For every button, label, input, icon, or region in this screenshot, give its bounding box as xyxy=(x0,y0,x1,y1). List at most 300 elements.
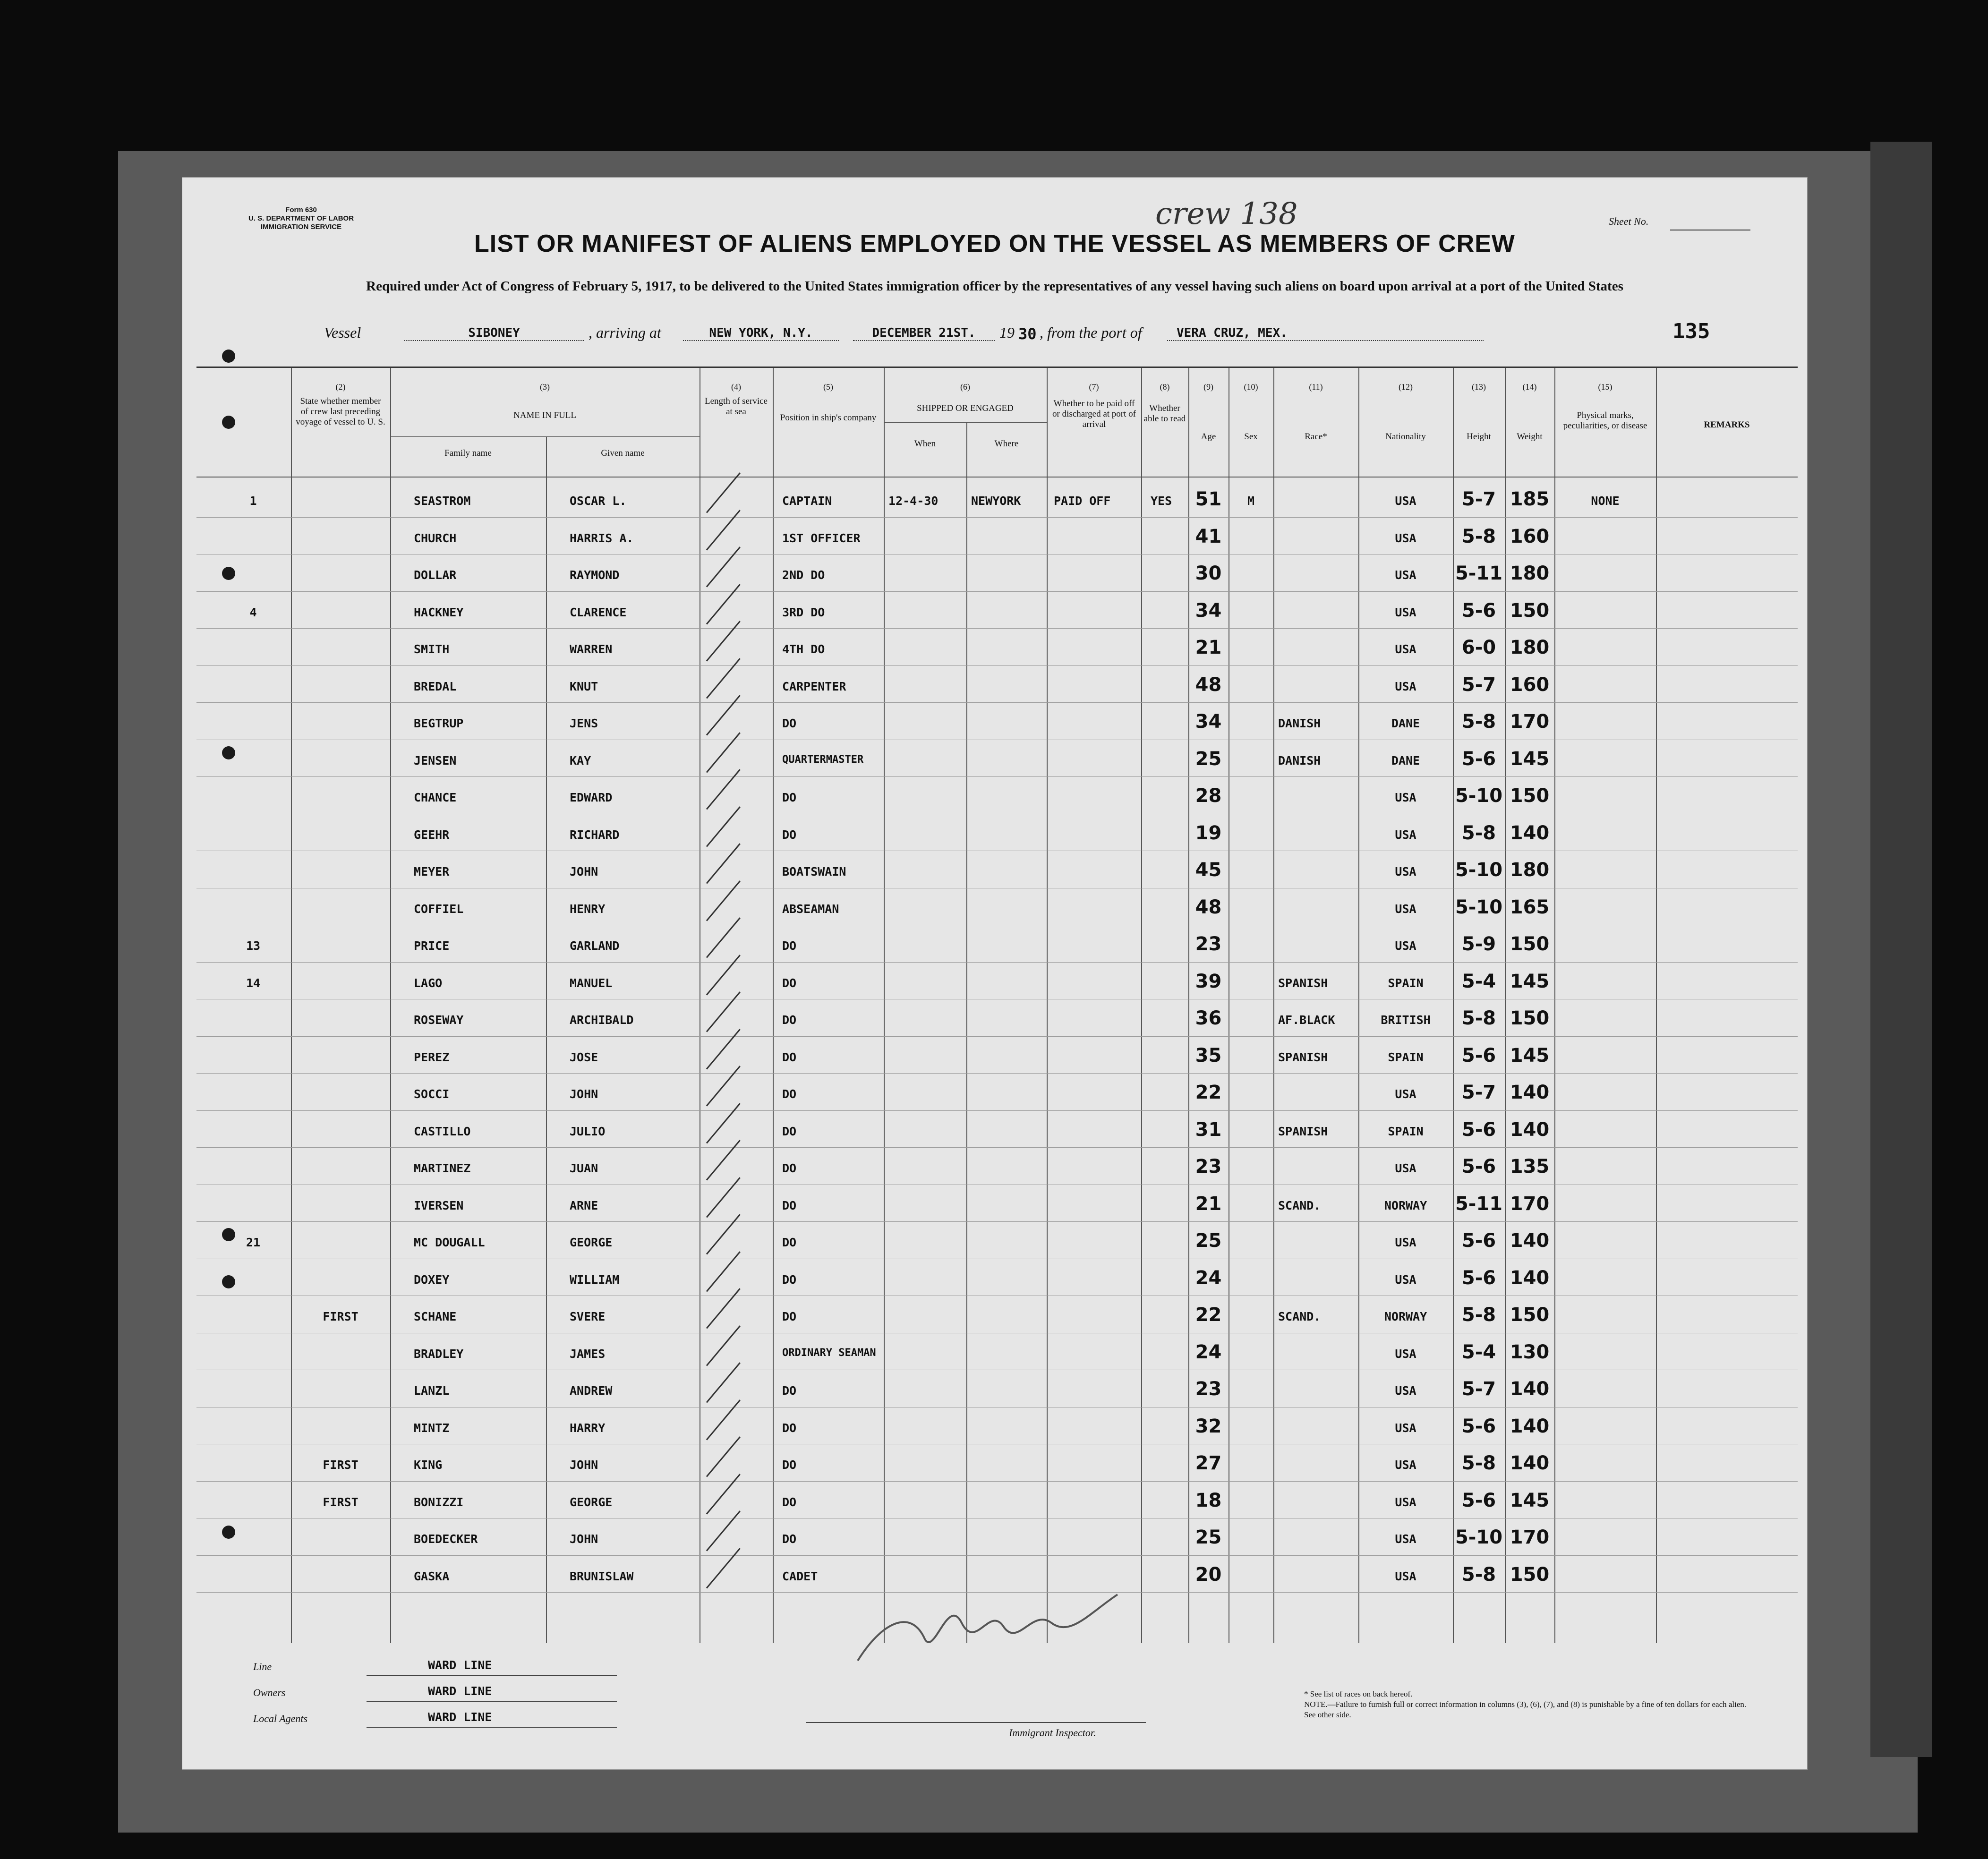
age: 45 xyxy=(1195,859,1222,881)
race: SPANISH xyxy=(1278,976,1328,990)
position: 2ND DO xyxy=(782,568,825,582)
sheet-number-label: Sheet No. xyxy=(1609,215,1649,227)
given-name: HARRIS A. xyxy=(570,531,634,545)
row-rule xyxy=(196,702,1798,703)
col13-number: (13) xyxy=(1472,382,1486,392)
given-name: GEORGE xyxy=(570,1236,613,1249)
age: 51 xyxy=(1195,488,1222,510)
weight: 150 xyxy=(1510,1563,1550,1586)
age: 28 xyxy=(1195,785,1222,807)
physical-marks: NONE xyxy=(1591,494,1620,508)
service-check-mark xyxy=(706,621,741,661)
race: SCAND. xyxy=(1278,1198,1321,1212)
nationality: USA xyxy=(1395,642,1416,656)
given-name: JUAN xyxy=(570,1161,598,1175)
height: 5-6 xyxy=(1461,599,1496,622)
inspector-signature xyxy=(853,1566,1136,1680)
given-name: RICHARD xyxy=(570,827,620,842)
service-check-mark xyxy=(706,769,741,810)
arriving-label: , arriving at xyxy=(589,324,661,341)
family-name: SOCCI xyxy=(414,1087,450,1101)
weight: 140 xyxy=(1510,1230,1550,1252)
race: DANISH xyxy=(1278,753,1321,767)
position: DO xyxy=(782,1087,797,1101)
family-name: GEEHR xyxy=(414,827,450,842)
col8-header: Whether able to read xyxy=(1143,403,1186,424)
previous-voyage: FIRST xyxy=(323,1310,358,1323)
position: 1ST OFFICER xyxy=(782,531,861,545)
given-name: MANUEL xyxy=(570,976,613,990)
owners-blank xyxy=(367,1701,617,1702)
race: SCAND. xyxy=(1278,1310,1321,1323)
age: 19 xyxy=(1195,822,1222,844)
service-check-mark xyxy=(706,546,741,587)
col5-number: (5) xyxy=(823,382,833,392)
page-number: 135 xyxy=(1672,319,1710,343)
col-divider xyxy=(390,368,391,1643)
given-name: SVERE xyxy=(570,1310,606,1323)
family-name: LAGO xyxy=(414,976,443,990)
position: DO xyxy=(782,1310,797,1323)
family-name-header: Family name xyxy=(444,448,492,458)
sex: M xyxy=(1247,494,1255,508)
height: 5-6 xyxy=(1461,1267,1496,1289)
given-name: RAYMOND xyxy=(570,568,620,582)
col4-number: (4) xyxy=(731,382,741,392)
given-name-header: Given name xyxy=(601,448,645,458)
height: 5-11 xyxy=(1455,563,1503,584)
family-name: MEYER xyxy=(414,865,450,878)
col13-header: Height xyxy=(1467,432,1491,442)
shipped-where-header: Where xyxy=(994,439,1019,449)
weight: 170 xyxy=(1510,1193,1550,1215)
age: 23 xyxy=(1195,933,1222,955)
vessel-name: SIBONEY xyxy=(404,326,584,341)
col-divider xyxy=(1656,368,1657,1643)
crew-table xyxy=(196,367,1798,1643)
given-name: JOHN xyxy=(570,865,598,878)
row-rule xyxy=(196,665,1798,666)
age: 30 xyxy=(1195,563,1222,584)
age: 48 xyxy=(1195,674,1222,696)
height: 5-6 xyxy=(1461,1489,1496,1511)
owners-label: Owners xyxy=(253,1687,286,1698)
nationality: USA xyxy=(1395,494,1416,508)
age: 34 xyxy=(1195,599,1222,622)
position: DO xyxy=(782,1532,797,1546)
row-rule xyxy=(196,1073,1798,1074)
height: 5-8 xyxy=(1461,711,1496,733)
age: 21 xyxy=(1195,637,1222,658)
nationality: DANE xyxy=(1391,716,1420,730)
service-check-mark xyxy=(706,1103,741,1143)
year-prefix: 19 xyxy=(999,324,1015,341)
row-number: 14 xyxy=(246,976,261,990)
paid-off: PAID OFF xyxy=(1054,494,1111,508)
weight: 150 xyxy=(1510,1304,1550,1326)
nationality: USA xyxy=(1395,1495,1416,1509)
nationality: NORWAY xyxy=(1384,1310,1427,1323)
height: 5-6 xyxy=(1461,1156,1496,1177)
height: 5-6 xyxy=(1461,1230,1496,1252)
owners-value: WARD LINE xyxy=(428,1684,492,1698)
given-name: JENS xyxy=(570,716,598,730)
position: DO xyxy=(782,716,797,730)
position: ABSEAMAN xyxy=(782,902,839,916)
weight: 130 xyxy=(1510,1341,1550,1363)
height: 5-8 xyxy=(1461,1304,1496,1326)
line-blank xyxy=(367,1675,617,1676)
col14-number: (14) xyxy=(1522,382,1537,392)
age: 48 xyxy=(1195,896,1222,918)
nationality: SPAIN xyxy=(1388,1124,1424,1138)
family-name: BREDAL xyxy=(414,679,457,693)
col5-header: Position in ship's company xyxy=(780,413,877,423)
age: 27 xyxy=(1195,1452,1222,1474)
nationality: USA xyxy=(1395,679,1416,693)
weight: 150 xyxy=(1510,599,1550,622)
service-check-mark xyxy=(706,1140,741,1180)
agents-label: Local Agents xyxy=(253,1713,308,1724)
manifest-sheet xyxy=(182,177,1808,1770)
age: 21 xyxy=(1195,1193,1222,1215)
department-name: U. S. DEPARTMENT OF LABOR xyxy=(248,214,354,222)
given-name: WILLIAM xyxy=(570,1272,620,1287)
col10-header: Sex xyxy=(1244,432,1258,442)
binder-hole xyxy=(222,350,235,363)
service-check-mark xyxy=(706,1214,741,1254)
weight: 160 xyxy=(1510,674,1550,696)
family-name: PEREZ xyxy=(414,1050,450,1064)
arrival-year: 30 xyxy=(1018,325,1037,343)
weight: 145 xyxy=(1510,1044,1550,1066)
nationality: SPAIN xyxy=(1388,1050,1424,1064)
col9-header: Age xyxy=(1201,432,1216,442)
position: DO xyxy=(782,1161,797,1175)
col7-number: (7) xyxy=(1089,382,1099,392)
age: 22 xyxy=(1195,1304,1222,1326)
col-divider xyxy=(1554,368,1555,1643)
family-name: BEGTRUP xyxy=(414,716,464,730)
nationality: USA xyxy=(1395,939,1416,953)
service-check-mark xyxy=(706,1510,741,1551)
col-divider xyxy=(1505,368,1506,1643)
position: DO xyxy=(782,1272,797,1287)
height: 5-4 xyxy=(1461,1341,1496,1363)
height: 5-4 xyxy=(1461,970,1496,992)
height: 5-8 xyxy=(1461,525,1496,547)
col-divider xyxy=(1047,368,1048,1643)
family-name: SCHANE xyxy=(414,1310,457,1323)
nationality: USA xyxy=(1395,605,1416,619)
height: 5-7 xyxy=(1461,1378,1496,1400)
position: BOATSWAIN xyxy=(782,865,846,878)
family-name: LANZL xyxy=(414,1384,450,1398)
weight: 135 xyxy=(1510,1156,1550,1177)
col-divider xyxy=(1188,368,1189,1643)
position: DO xyxy=(782,1050,797,1064)
nationality: USA xyxy=(1395,865,1416,878)
service-check-mark xyxy=(706,732,741,773)
age: 22 xyxy=(1195,1082,1222,1103)
weight: 140 xyxy=(1510,1082,1550,1103)
scanner-backing-edge xyxy=(1870,142,1932,1757)
height: 5-11 xyxy=(1455,1193,1503,1215)
age: 24 xyxy=(1195,1341,1222,1363)
family-name: JENSEN xyxy=(414,753,457,767)
row-rule xyxy=(196,1221,1798,1222)
position: DO xyxy=(782,1124,797,1138)
name-col-divider xyxy=(546,436,547,1643)
weight: 140 xyxy=(1510,1452,1550,1474)
service-check-mark xyxy=(706,1362,741,1403)
age: 25 xyxy=(1195,1526,1222,1548)
handwritten-crew-note: crew 138 xyxy=(1155,196,1298,231)
col4-header: Length of service at sea xyxy=(705,396,768,417)
nationality: USA xyxy=(1395,791,1416,804)
form-identification xyxy=(248,206,354,231)
service-check-mark xyxy=(706,1288,741,1329)
service-check-mark xyxy=(706,880,741,921)
row-number: 4 xyxy=(249,605,257,619)
given-name: JOHN xyxy=(570,1458,598,1472)
age: 34 xyxy=(1195,711,1222,733)
service-check-mark xyxy=(706,1325,741,1366)
service-check-mark xyxy=(706,1066,741,1106)
position: ORDINARY SEAMAN xyxy=(782,1347,876,1359)
age: 32 xyxy=(1195,1415,1222,1437)
weight: 140 xyxy=(1510,1267,1550,1289)
family-name: PRICE xyxy=(414,939,450,953)
nationality: USA xyxy=(1395,1087,1416,1101)
age: 20 xyxy=(1195,1563,1222,1586)
binder-hole xyxy=(222,1275,235,1288)
service-check-mark xyxy=(706,843,741,884)
shipped-when: 12-4-30 xyxy=(888,494,939,508)
position: CADET xyxy=(782,1569,818,1583)
able-to-read: YES xyxy=(1151,494,1172,508)
height: 5-6 xyxy=(1461,1415,1496,1437)
col12-number: (12) xyxy=(1399,382,1413,392)
service-check-mark xyxy=(706,472,741,513)
service-name: IMMIGRATION SERVICE xyxy=(260,223,342,231)
height: 6-0 xyxy=(1461,637,1496,658)
position: DO xyxy=(782,1198,797,1212)
family-name: CHANCE xyxy=(414,791,457,804)
nationality: SPAIN xyxy=(1388,976,1424,990)
weight: 180 xyxy=(1510,859,1550,881)
weight: 145 xyxy=(1510,748,1550,770)
age: 39 xyxy=(1195,970,1222,992)
weight: 140 xyxy=(1510,822,1550,844)
given-name: OSCAR L. xyxy=(570,494,627,508)
col7-header: Whether to be paid off or discharged at port of arrival xyxy=(1052,399,1136,429)
given-name: KNUT xyxy=(570,679,598,693)
service-check-mark xyxy=(706,658,741,699)
height: 5-10 xyxy=(1455,1526,1503,1548)
row-number: 21 xyxy=(246,1236,261,1249)
shipped-col-divider xyxy=(966,422,967,1643)
nationality: USA xyxy=(1395,531,1416,545)
nationality: USA xyxy=(1395,1421,1416,1435)
row-rule xyxy=(196,962,1798,963)
line-label: Line xyxy=(253,1661,272,1672)
col15-number: (15) xyxy=(1598,382,1613,392)
position: DO xyxy=(782,939,797,953)
row-rule xyxy=(196,1110,1798,1111)
family-name: MARTINEZ xyxy=(414,1161,471,1175)
col11-number: (11) xyxy=(1309,382,1323,392)
height: 5-8 xyxy=(1461,822,1496,844)
previous-voyage: FIRST xyxy=(323,1495,358,1509)
col6-number: (6) xyxy=(960,382,970,392)
row-rule xyxy=(196,628,1798,629)
col3-header: NAME IN FULL xyxy=(513,410,576,420)
vessel-label: Vessel xyxy=(324,324,361,341)
row-rule xyxy=(196,1555,1798,1556)
position: 3RD DO xyxy=(782,605,825,619)
name-subheader-line xyxy=(390,436,700,437)
col-divider xyxy=(291,368,292,1643)
binder-hole xyxy=(222,746,235,759)
weight: 145 xyxy=(1510,970,1550,992)
race: SPANISH xyxy=(1278,1050,1328,1064)
service-check-mark xyxy=(706,1177,741,1218)
age: 41 xyxy=(1195,525,1222,547)
height: 5-8 xyxy=(1461,1007,1496,1029)
col-divider xyxy=(1141,368,1142,1643)
family-name: DOXEY xyxy=(414,1272,450,1287)
age: 31 xyxy=(1195,1118,1222,1141)
family-name: MINTZ xyxy=(414,1421,450,1435)
height: 5-8 xyxy=(1461,1452,1496,1474)
nationality: USA xyxy=(1395,1161,1416,1175)
height: 5-9 xyxy=(1461,933,1496,955)
col11-header: Race* xyxy=(1305,432,1327,442)
given-name: CLARENCE xyxy=(570,605,627,619)
row-rule xyxy=(196,776,1798,777)
age: 25 xyxy=(1195,748,1222,770)
row-rule xyxy=(196,1147,1798,1148)
given-name: JULIO xyxy=(570,1124,606,1138)
family-name: MC DOUGALL xyxy=(414,1236,485,1249)
position: DO xyxy=(782,976,797,990)
given-name: JAMES xyxy=(570,1347,606,1361)
position: QUARTERMASTER xyxy=(782,753,864,766)
age: 23 xyxy=(1195,1378,1222,1400)
position: DO xyxy=(782,1236,797,1249)
height: 5-7 xyxy=(1461,674,1496,696)
row-rule xyxy=(196,517,1798,518)
col8-number: (8) xyxy=(1160,382,1170,392)
col-divider xyxy=(884,368,885,1643)
position: DO xyxy=(782,1421,797,1435)
col6-header: SHIPPED OR ENGAGED xyxy=(917,403,1014,413)
agents-blank xyxy=(367,1727,617,1728)
header-divider xyxy=(196,477,1798,478)
binder-hole xyxy=(222,1526,235,1539)
position: DO xyxy=(782,1458,797,1472)
given-name: BRUNISLAW xyxy=(570,1569,634,1583)
given-name: GARLAND xyxy=(570,939,620,953)
height: 5-10 xyxy=(1455,896,1503,918)
col9-number: (9) xyxy=(1203,382,1213,392)
service-check-mark xyxy=(706,1436,741,1477)
nationality: USA xyxy=(1395,1532,1416,1546)
height: 5-7 xyxy=(1461,488,1496,510)
document-subtitle: Required under Act of Congress of February 5, 1917, to be delivered to the United States immigration officer by the representatives of any vessel having such aliens on board upon arrival at a port of the United States xyxy=(366,279,1623,294)
given-name: EDWARD xyxy=(570,791,613,804)
weight: 150 xyxy=(1510,785,1550,807)
age: 23 xyxy=(1195,1156,1222,1177)
service-check-mark xyxy=(706,510,741,550)
row-rule xyxy=(196,591,1798,592)
family-name: SEASTROM xyxy=(414,494,471,508)
service-check-mark xyxy=(706,695,741,735)
family-name: KING xyxy=(414,1458,443,1472)
service-check-mark xyxy=(706,1474,741,1514)
family-name: BOEDECKER xyxy=(414,1532,478,1546)
col14-header: Weight xyxy=(1517,432,1543,442)
weight: 145 xyxy=(1510,1489,1550,1511)
col2-header: State whether member of crew last preceding voyage of vessel to U. S. xyxy=(296,396,385,427)
arrival-date: DECEMBER 21ST. xyxy=(853,326,995,341)
race-note: * See list of races on back hereof. xyxy=(1304,1689,1413,1698)
height: 5-10 xyxy=(1455,785,1503,807)
height: 5-10 xyxy=(1455,859,1503,881)
weight: 160 xyxy=(1510,525,1550,547)
shipped-subheader-line xyxy=(884,422,1047,423)
age: 18 xyxy=(1195,1489,1222,1511)
service-check-mark xyxy=(706,1029,741,1069)
nationality: DANE xyxy=(1391,753,1420,767)
shipped-when-header: When xyxy=(914,439,936,449)
weight: 165 xyxy=(1510,896,1550,918)
height: 5-6 xyxy=(1461,1118,1496,1141)
nationality: USA xyxy=(1395,1569,1416,1583)
row-rule xyxy=(196,1036,1798,1037)
col-divider xyxy=(1358,368,1359,1643)
service-check-mark xyxy=(706,1251,741,1292)
family-name: ROSEWAY xyxy=(414,1013,464,1027)
family-name: BRADLEY xyxy=(414,1347,464,1361)
col12-header: Nationality xyxy=(1385,432,1426,442)
col10-number: (10) xyxy=(1244,382,1258,392)
weight: 140 xyxy=(1510,1118,1550,1141)
given-name: KAY xyxy=(570,753,591,767)
position: DO xyxy=(782,827,797,842)
arrival-port: NEW YORK, N.Y. xyxy=(683,326,839,341)
nationality: NORWAY xyxy=(1384,1198,1427,1212)
service-check-mark xyxy=(706,917,741,958)
position: 4TH DO xyxy=(782,642,825,656)
nationality: USA xyxy=(1395,1384,1416,1398)
nationality: USA xyxy=(1395,1347,1416,1361)
remarks-header: REMARKS xyxy=(1704,420,1750,430)
nationality: USA xyxy=(1395,1272,1416,1287)
position: DO xyxy=(782,1384,797,1398)
given-name: JOHN xyxy=(570,1532,598,1546)
family-name: CASTILLO xyxy=(414,1124,471,1138)
age: 35 xyxy=(1195,1044,1222,1066)
race: AF.BLACK xyxy=(1278,1013,1335,1027)
family-name: HACKNEY xyxy=(414,605,464,619)
nationality: BRITISH xyxy=(1381,1013,1431,1027)
shipped-where: NEWYORK xyxy=(971,494,1021,508)
family-name: IVERSEN xyxy=(414,1198,464,1212)
col-divider xyxy=(773,368,774,1643)
given-name: ARNE xyxy=(570,1198,598,1212)
